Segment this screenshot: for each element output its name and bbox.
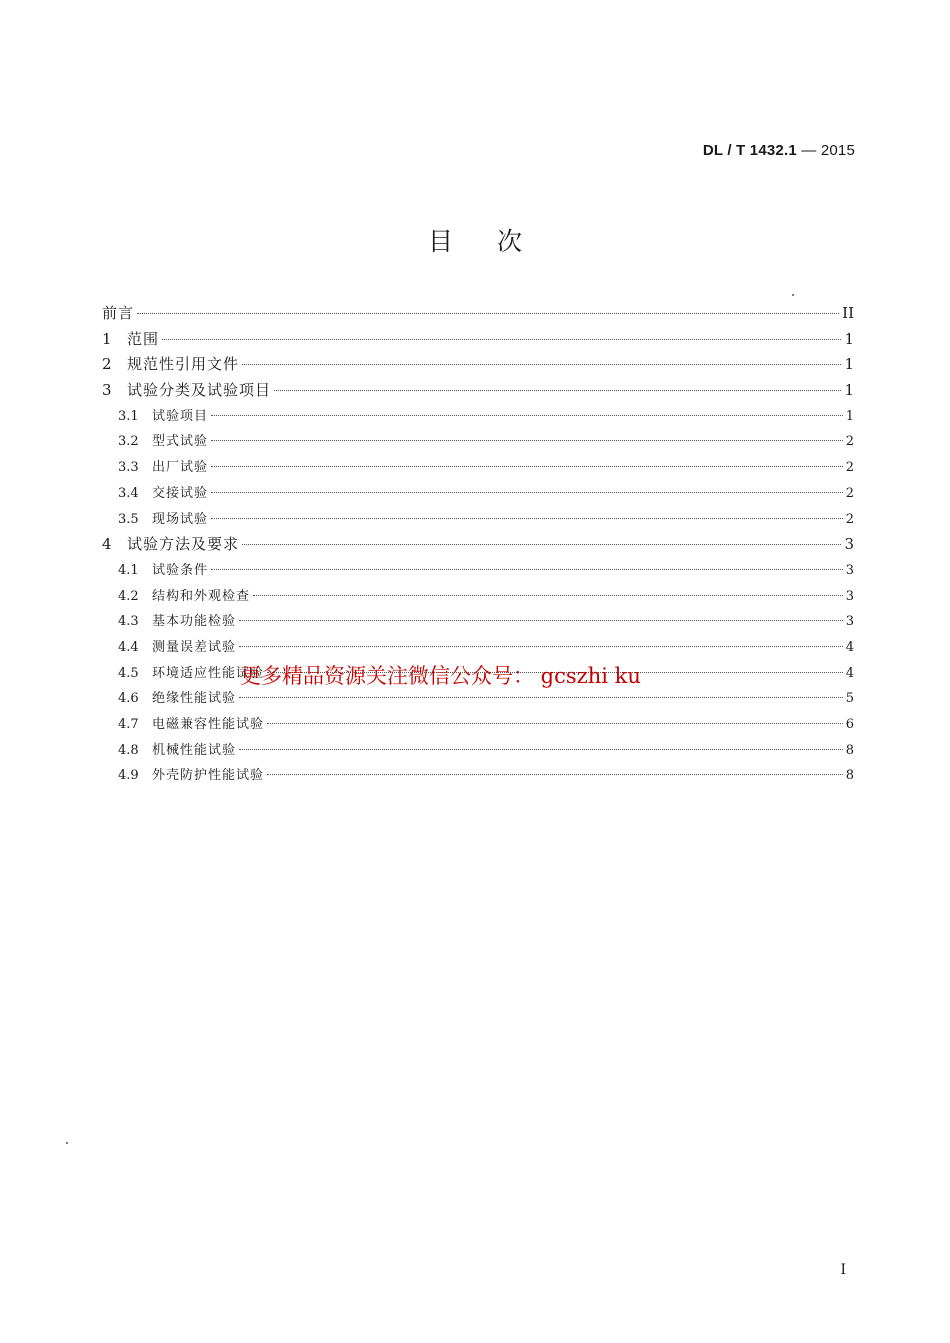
toc-entry[interactable]: [102, 610, 854, 636]
toc-entry-label: 基本功能检验: [152, 614, 237, 630]
toc-entry-label: 前言: [102, 304, 135, 322]
toc-entry-number: 1: [102, 329, 112, 348]
toc-entry[interactable]: [102, 328, 854, 354]
table-of-contents: [102, 302, 854, 790]
toc-dot-leader: [267, 774, 843, 775]
toc-entry-number: 4.8: [118, 742, 139, 758]
toc-entry-number: 3.1: [118, 408, 139, 424]
toc-entry-page: 3: [844, 535, 854, 554]
toc-entry-label: 环境适应性能试验: [152, 665, 265, 681]
toc-entry[interactable]: [102, 636, 854, 662]
toc-entry-number: 4.5: [118, 665, 139, 681]
scan-speck: [792, 294, 794, 296]
toc-entry[interactable]: [102, 405, 854, 431]
toc-entry-page: 2: [845, 434, 854, 450]
toc-dot-leader: [211, 518, 843, 519]
toc-entry-page: 1: [844, 355, 854, 374]
document-code-year: — 2015: [801, 142, 855, 159]
toc-dot-leader: [239, 620, 843, 621]
toc-entry-label: 范围: [127, 329, 160, 348]
toc-entry[interactable]: [102, 379, 854, 405]
toc-dot-leader: [267, 723, 843, 724]
toc-entry-page: II: [842, 304, 854, 322]
toc-entry-label: 出厂试验: [152, 460, 209, 476]
toc-entry[interactable]: [102, 302, 854, 328]
toc-entry-label: 交接试验: [152, 485, 209, 501]
toc-entry[interactable]: [102, 353, 854, 379]
toc-entry-label: 试验方法及要求: [127, 535, 240, 554]
toc-entry-label: 机械性能试验: [152, 742, 237, 758]
toc-entry-page: 8: [845, 768, 854, 784]
toc-entry-number: 4.7: [118, 717, 139, 732]
toc-dot-leader: [211, 492, 843, 493]
toc-entry[interactable]: [102, 533, 854, 559]
toc-entry[interactable]: [102, 739, 854, 765]
toc-entry-number: 3.2: [118, 434, 139, 450]
toc-entry-page: 5: [845, 691, 854, 707]
toc-entry-page: 3: [845, 562, 854, 578]
toc-entry[interactable]: [102, 713, 854, 739]
toc-entry[interactable]: [102, 430, 854, 456]
toc-entry-number: 4.3: [118, 614, 139, 630]
toc-dot-leader: [211, 466, 843, 467]
toc-entry-label: 结构和外观检查: [152, 588, 251, 604]
toc-entry-number: 3.3: [118, 460, 139, 476]
toc-entry-label: 电磁兼容性能试验: [152, 717, 265, 732]
toc-entry[interactable]: [102, 508, 854, 534]
toc-entry-label: 试验分类及试验项目: [127, 381, 272, 400]
toc-entry-page: 2: [845, 460, 854, 476]
toc-dot-leader: [274, 390, 841, 391]
toc-entry-page: 4: [845, 639, 854, 655]
toc-entry-label: 测量误差试验: [152, 639, 237, 655]
toc-entry-page: 1: [844, 329, 854, 348]
toc-dot-leader: [211, 440, 843, 441]
toc-entry-page: 6: [845, 717, 854, 732]
toc-dot-leader: [239, 697, 843, 698]
document-code-number: DL / T 1432.1: [702, 142, 797, 159]
footer-page-number: I: [840, 1262, 846, 1278]
toc-entry-number: 4.4: [118, 639, 139, 655]
toc-entry-page: 4: [845, 665, 854, 681]
toc-entry-number: 3: [102, 381, 112, 400]
toc-entry-label: 试验项目: [152, 408, 209, 424]
toc-entry-page: 3: [845, 588, 854, 604]
toc-entry-label: 试验条件: [152, 562, 209, 578]
toc-dot-leader: [242, 364, 841, 365]
toc-entry-page: 1: [844, 381, 854, 400]
toc-entry-number: 4.2: [118, 588, 139, 604]
toc-entry[interactable]: [102, 764, 854, 790]
toc-entry-number: 4.9: [118, 768, 139, 784]
toc-entry-label: 外壳防护性能试验: [152, 768, 265, 784]
scan-speck: [66, 1142, 68, 1144]
toc-dot-leader: [211, 569, 843, 570]
toc-dot-leader: [239, 749, 843, 750]
toc-entry[interactable]: [102, 456, 854, 482]
toc-entry-page: 2: [845, 485, 854, 501]
toc-entry-number: 3.4: [118, 485, 139, 501]
toc-entry-number: 4.6: [118, 691, 139, 707]
toc-dot-leader: [211, 415, 843, 416]
toc-entry-page: 2: [845, 511, 854, 527]
toc-dot-leader: [242, 544, 841, 545]
toc-entry[interactable]: [102, 687, 854, 713]
toc-entry-label: 型式试验: [152, 434, 209, 450]
toc-entry[interactable]: [102, 585, 854, 611]
watermark-text: 更多精品资源关注微信公众号： gcszhi ku: [240, 664, 641, 688]
toc-entry-number: 2: [102, 355, 112, 374]
toc-entry-label: 规范性引用文件: [127, 355, 240, 374]
page-title: 目次: [427, 227, 566, 256]
toc-entry[interactable]: [102, 482, 854, 508]
toc-entry-page: 3: [845, 614, 854, 630]
toc-entry-label: 绝缘性能试验: [152, 691, 237, 707]
toc-entry-number: 3.5: [118, 511, 139, 527]
toc-entry-label: 现场试验: [152, 511, 209, 527]
toc-entry[interactable]: [102, 559, 854, 585]
toc-entry-number: 4: [102, 535, 112, 554]
toc-entry-page: 1: [845, 408, 854, 424]
toc-entry-page: 8: [845, 742, 854, 758]
document-code: [703, 142, 855, 159]
toc-entry-number: 4.1: [118, 562, 139, 578]
toc-dot-leader: [253, 595, 843, 596]
toc-dot-leader: [162, 339, 841, 340]
toc-dot-leader: [137, 313, 839, 314]
toc-dot-leader: [239, 646, 843, 647]
